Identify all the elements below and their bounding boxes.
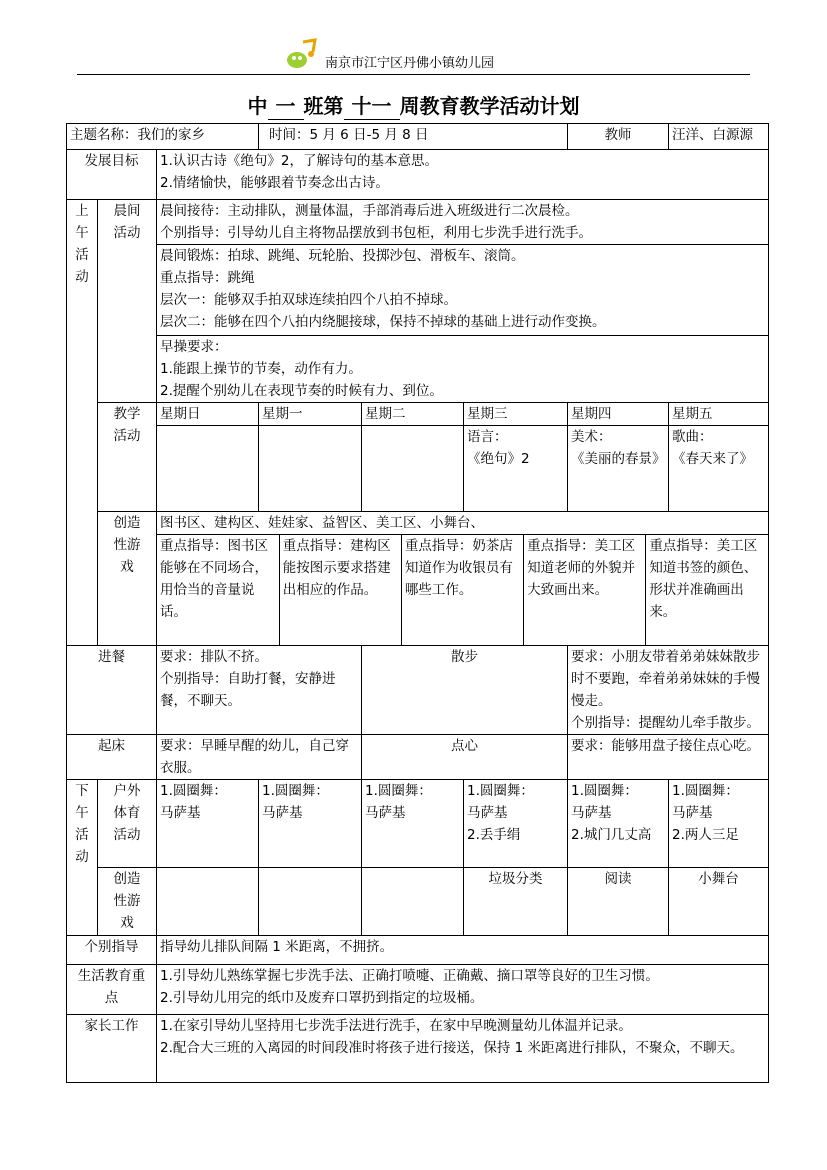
areas-line: 图书区、建构区、娃娃家、益智区、美工区、小舞台、: [157, 512, 768, 535]
areas-guidance-table: [157, 535, 768, 645]
exercise-line: 层次一：能够双手拍双球连续拍四个八拍不掉球。: [160, 292, 457, 308]
plan-table: [66, 123, 769, 1083]
wake-label: 起床: [67, 735, 157, 780]
pm-creative-cell: [362, 868, 464, 936]
drill-line: 早操要求：: [160, 339, 228, 355]
snack-cell: 要求：能够用盘子接住点心吃。: [568, 735, 769, 780]
weekday-header: 星期二: [362, 403, 464, 426]
pm-creative-label: 创造性游戏: [98, 868, 157, 936]
teacher-label: 教师: [568, 124, 669, 150]
exercise-cell: [157, 245, 769, 336]
outdoor-cell: 1.圆圈舞： 马萨基: [259, 780, 362, 868]
title-prefix: 中: [247, 94, 268, 118]
life-label: 生活教育重 点: [67, 965, 157, 1015]
teaching-cell: 歌曲： 《春天来了》: [669, 426, 769, 512]
reception-line: 晨间接待：主动排队，测量体温，手部消毒后进入班级进行二次晨检。: [160, 203, 579, 219]
teaching-label: 教学活动: [98, 403, 157, 512]
pm-creative-cell: [157, 868, 259, 936]
outdoor-cell: 1.圆圈舞： 马萨基 2.两人三足: [669, 780, 769, 868]
meal-cell: [157, 646, 362, 735]
pm-creative-cell: [259, 868, 362, 936]
reception-cell: [157, 200, 769, 245]
school-name: 南京市江宁区丹佛小镇幼儿园: [325, 56, 495, 71]
meal-label: 进餐: [67, 646, 157, 735]
time-cell: 时间：5 月 6 日-5 月 8 日: [259, 124, 568, 150]
outdoor-cell: 1.圆圈舞： 马萨基: [157, 780, 259, 868]
area-guidance: 重点指导：美工区 知道书签的颜色、形状并准确画出来。: [646, 535, 768, 645]
drill-line: 2.提醒个别幼儿在表现节奏的时候有力、到位。: [160, 383, 443, 399]
life-line: 1.引导幼儿熟练掌握七步洗手法、正确打喷嚏、正确戴、摘口罩等良好的卫生习惯。: [160, 968, 659, 984]
goal-label: 发展目标: [67, 150, 157, 200]
goal-item: 2.情绪愉快，能够跟着节奏念出古诗。: [160, 175, 389, 191]
individual-cell: 指导幼儿排队间隔 1 米距离，不拥挤。: [157, 936, 769, 965]
area-guidance: 重点指导：奶茶店 知道作为收银员有哪些工作。: [401, 535, 523, 645]
class-number: 一: [268, 90, 304, 120]
walk-cell: [568, 646, 769, 735]
morning-section-label: 上午活动: [67, 200, 98, 646]
page-title: [0, 90, 827, 120]
parent-label: 家长工作: [67, 1015, 157, 1083]
teaching-cell: [157, 426, 259, 512]
pm-creative-cell: 垃圾分类: [464, 868, 568, 936]
pm-creative-cell: 小舞台: [669, 868, 769, 936]
kindergarten-logo-icon: [285, 38, 319, 70]
exercise-line: 晨间锻炼：拍球、跳绳、玩轮胎、投掷沙包、滑板车、滚筒。: [160, 248, 525, 264]
title-suffix: 周教育教学活动计划: [399, 94, 580, 118]
afternoon-section-label: 下午活动: [67, 780, 98, 936]
teacher-names: 汪洋、白源源: [669, 124, 769, 150]
area-guidance: 重点指导：美工区 知道老师的外貌并大致画出来。: [524, 535, 646, 645]
goal-item: 1.认识古诗《绝句》2，了解诗句的基本意思。: [160, 153, 438, 169]
outdoor-cell: 1.圆圈舞： 马萨基 2.丢手绢: [464, 780, 568, 868]
creative-label: 创造性游戏: [98, 512, 157, 646]
walk-line: 要求：小朋友带着弟弟妹妹散步时不要跑，牵着弟弟妹妹的手慢慢走。: [571, 649, 761, 709]
title-mid: 班第: [303, 94, 344, 118]
walk-label: 散步: [362, 646, 568, 735]
life-cell: [157, 965, 769, 1015]
teaching-cell: 语言： 《绝句》2: [464, 426, 568, 512]
outdoor-cell: 1.圆圈舞： 马萨基 2.城门几丈高: [568, 780, 669, 868]
parent-line: 1.在家引导幼儿坚持用七步洗手法进行洗手，在家中早晚测量幼儿体温并记录。: [160, 1018, 632, 1034]
life-line: 2.引导幼儿用完的纸巾及废弃口罩扔到指定的垃圾桶。: [160, 990, 484, 1006]
wake-cell: 要求：早睡早醒的幼儿，自己穿衣服。: [157, 735, 362, 780]
teaching-cell: 美术： 《美丽的春景》: [568, 426, 669, 512]
weekday-header: 星期五: [669, 403, 769, 426]
outdoor-cell: 1.圆圈舞： 马萨基: [362, 780, 464, 868]
meal-line: 要求：排队不挤。: [160, 649, 268, 665]
exercise-line: 层次二：能够在四个八拍内绕腿接球，保持不掉球的基础上进行动作变换。: [160, 314, 606, 330]
meal-line: 个别指导：自助打餐，安静进餐，不聊天。: [160, 671, 336, 709]
teaching-cell: [362, 426, 464, 512]
exercise-line: 重点指导：跳绳: [160, 270, 255, 286]
drill-cell: [157, 336, 769, 403]
parent-cell: [157, 1015, 769, 1083]
weekday-header: 星期四: [568, 403, 669, 426]
week-number: 十一: [344, 90, 400, 120]
snack-label: 点心: [362, 735, 568, 780]
walk-line: 个别指导：提醒幼儿牵手散步。: [571, 715, 761, 731]
area-guidance: 重点指导：建构区 能按图示要求搭建出相应的作品。: [279, 535, 401, 645]
outdoor-label: 户外体育活动: [98, 780, 157, 868]
drill-line: 1.能跟上操节的节奏，动作有力。: [160, 361, 362, 377]
morning-activity-label: 晨间活动: [98, 200, 157, 403]
creative-cell: [157, 512, 769, 646]
weekday-header: 星期日: [157, 403, 259, 426]
reception-line: 个别指导：引导幼儿自主将物品摆放到书包柜，利用七步洗手进行洗手。: [160, 225, 592, 241]
pm-creative-cell: 阅读: [568, 868, 669, 936]
theme-cell: 主题名称：我们的家乡: [67, 124, 259, 150]
area-guidance: 重点指导：图书区 能够在不同场合，用恰当的音量说话。: [157, 535, 279, 645]
weekday-header: 星期一: [259, 403, 362, 426]
teaching-cell: [259, 426, 362, 512]
individual-label: 个别指导: [67, 936, 157, 965]
parent-line: 2.配合大三班的入离园的时间段准时将孩子进行接送，保持 1 米距离进行排队，不聚众，不聊天。: [160, 1040, 744, 1056]
weekday-header: 星期三: [464, 403, 568, 426]
goals-cell: [157, 150, 769, 200]
page-header: [77, 38, 750, 75]
